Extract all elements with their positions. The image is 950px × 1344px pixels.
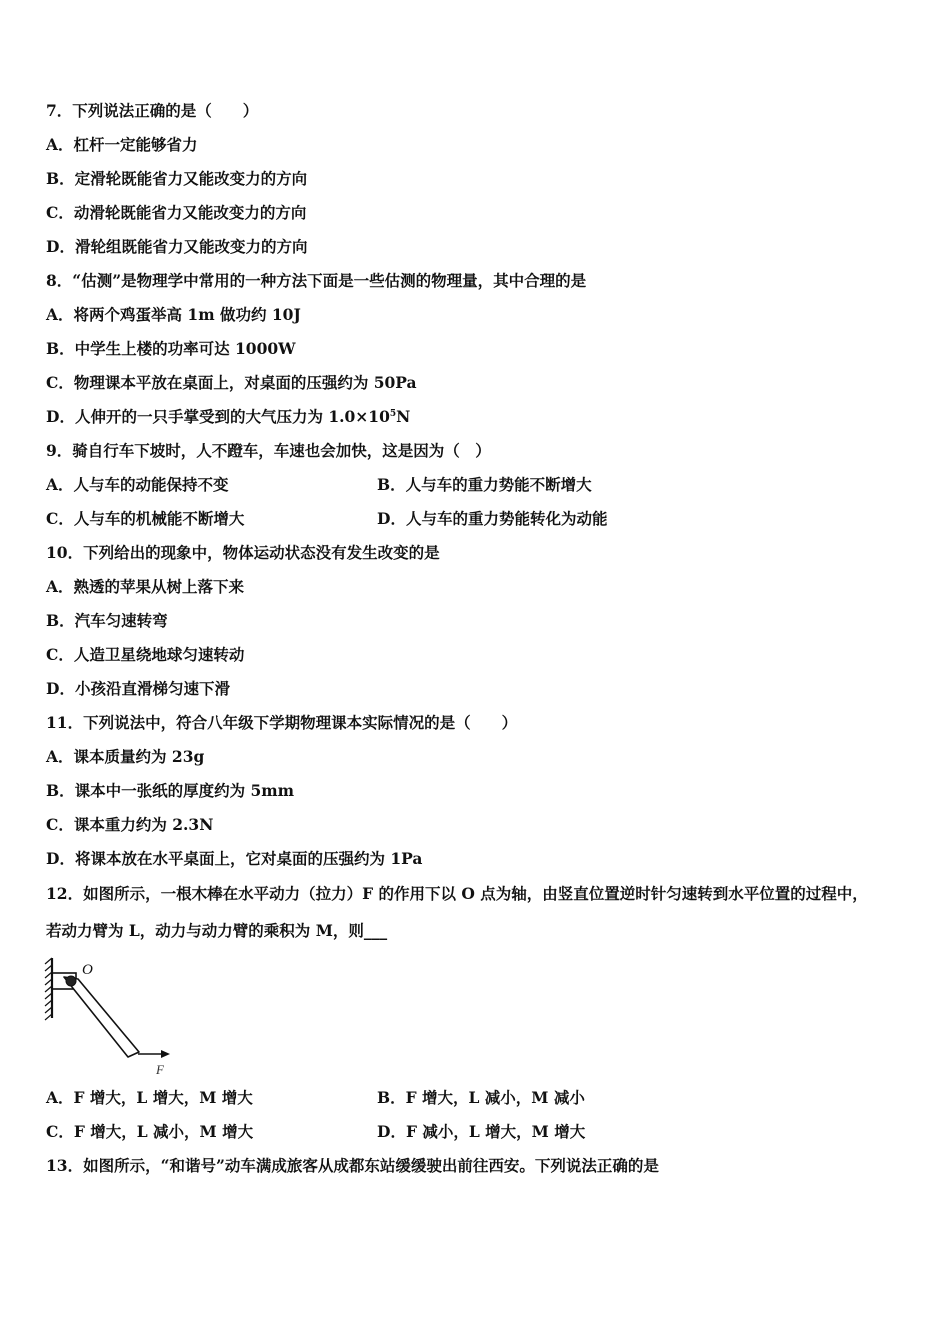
q10-stem: 10．下列给出的现象中，物体运动状态没有发生改变的是 <box>46 543 440 562</box>
q11-option-c: C．课本重力约为 2.3N <box>46 815 214 834</box>
q11-option-a: A．课本质量约为 23g <box>46 747 205 766</box>
q9-option-a: A．人与车的动能保持不变 <box>46 475 229 494</box>
q7-option-d: D．滑轮组既能省力又能改变力的方向 <box>46 237 308 256</box>
q7-option-c: C．动滑轮既能省力又能改变力的方向 <box>46 203 307 222</box>
q12-option-a: A．F 增大，L 增大，M 增大 <box>46 1088 253 1107</box>
q8-option-a: A．将两个鸡蛋举高 1m 做功约 10J <box>46 305 301 324</box>
q12-option-c: C．F 增大，L 减小，M 增大 <box>46 1122 254 1141</box>
q10-option-d: D．小孩沿直滑梯匀速下滑 <box>46 679 230 698</box>
q11-option-d: D．将课本放在水平桌面上，它对桌面的压强约为 1Pa <box>46 849 423 868</box>
q7-option-b: B．定滑轮既能省力又能改变力的方向 <box>46 169 308 188</box>
pivot-point <box>66 976 76 986</box>
q12-option-b: B．F 增大，L 减小，M 减小 <box>377 1088 585 1107</box>
q8-option-c: C．物理课本平放在桌面上，对桌面的压强约为 50Pa <box>46 373 417 392</box>
q10-option-c: C．人造卫星绕地球匀速转动 <box>46 645 245 664</box>
q12-stem-line1: 12．如图所示，一根木棒在水平动力（拉力）F 的作用下以 O 点为轴，由竖直位置逆时针匀速转到水平位置的过程中， <box>46 884 868 903</box>
q12-lever-figure <box>42 956 172 1081</box>
q10-option-a: A．熟透的苹果从树上落下来 <box>46 577 245 596</box>
label-f: F <box>156 1062 164 1077</box>
label-o: O <box>82 962 93 978</box>
q10-option-b: B．汽车匀速转弯 <box>46 611 168 630</box>
q11-option-b: B．课本中一张纸的厚度约为 5mm <box>46 781 295 800</box>
q8-option-b: B．中学生上楼的功率可达 1000W <box>46 339 296 358</box>
force-arrow-head <box>161 1050 170 1058</box>
q11-stem: 11．下列说法中，符合八年级下学期物理课本实际情况的是（ ） <box>46 713 518 732</box>
q9-option-c: C．人与车的机械能不断增大 <box>46 509 245 528</box>
q13-stem: 13．如图所示，“和谐号”动车满成旅客从成都东站缓缓驶出前往西安。下列说法正确的是 <box>46 1156 659 1175</box>
q7-stem: 7．下列说法正确的是（ ） <box>46 101 259 120</box>
q9-option-b: B．人与车的重力势能不断增大 <box>377 475 592 494</box>
wooden-rod <box>64 977 139 1057</box>
q9-stem: 9．骑自行车下坡时，人不蹬车，车速也会加快，这是因为（ ） <box>46 441 491 460</box>
q7-option-a: A．杠杆一定能够省力 <box>46 135 198 154</box>
q12-stem-line2: 若动力臂为 L，动力与动力臂的乘积为 M，则___ <box>46 921 388 940</box>
q8-stem: 8．“估测”是物理学中常用的一种方法下面是一些估测的物理量，其中合理的是 <box>46 271 587 290</box>
q8-option-d: D．人伸开的一只手掌受到的大气压力为 $1.0\times 10^5N$ <box>46 407 411 426</box>
q12-option-d: D．F 减小，L 增大，M 增大 <box>377 1122 586 1141</box>
q9-option-d: D．人与车的重力势能转化为动能 <box>377 509 608 528</box>
